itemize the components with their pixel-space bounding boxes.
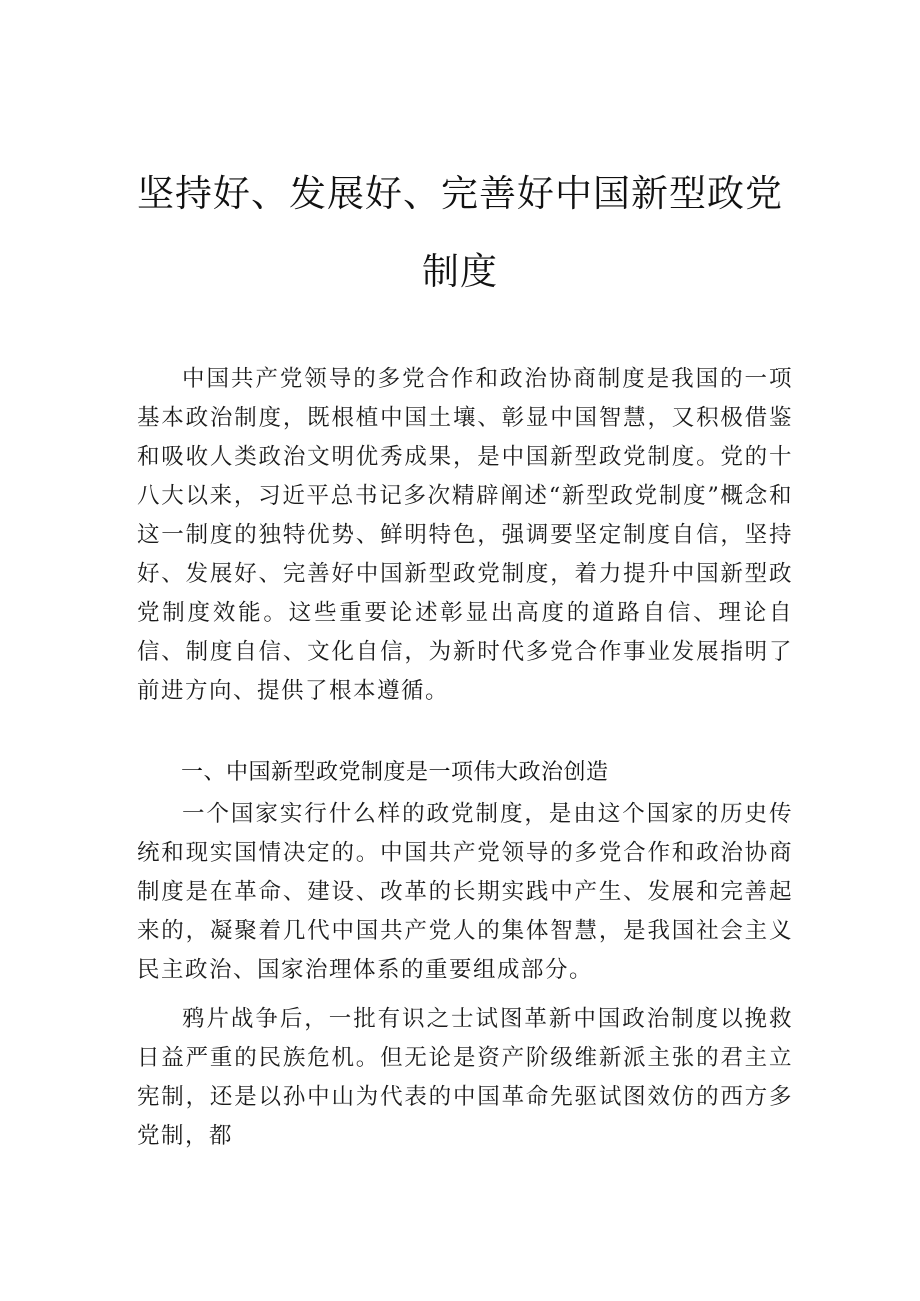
section-paragraph-2: 鸦片战争后，一批有识之士试图革新中国政治制度以挽救日益严重的民族危机。但无论是资产阶级维新派主张的君主立宪制，还是以孙中山为代表的中国革命先驱试图效仿的西方多党制，都 bbox=[137, 1006, 793, 1149]
section-heading: 一、中国新型政党制度是一项伟大政治创造 bbox=[181, 760, 609, 785]
intro-paragraph: 中国共产党领导的多党合作和政治协商制度是我国的一项基本政治制度，既根植中国土壤、彰显中国智慧，又积极借鉴和吸收人类政治文明优秀成果，是中国新型政党制度。党的十八大以来，习近平总书记多次精辟阐述“新型政党制度”概念和这一制度的独特优势、鲜明特色，强调要坚定制度自信，坚持好、发展好、完善好中国新型政党制度，着力提升中国新型政党制度效能。这些重要论述彰显出高度的道路自信、理论自信、制度自信、文化自信，为新时代多党合作事业发展指明了前进方向、提供了根本遵循。 bbox=[137, 366, 793, 704]
section-paragraph-1: 一个国家实行什么样的政党制度，是由这个国家的历史传统和现实国情决定的。中国共产党领导的多党合作和政治协商制度是在革命、建设、改革的长期实践中产生、发展和完善起来的，凝聚着几代中国共产党人的集体智慧，是我国社会主义民主政治、国家治理体系的重要组成部分。 bbox=[137, 801, 793, 983]
document-title: 坚持好、发展好、完善好中国新型政党制度 bbox=[137, 172, 783, 293]
